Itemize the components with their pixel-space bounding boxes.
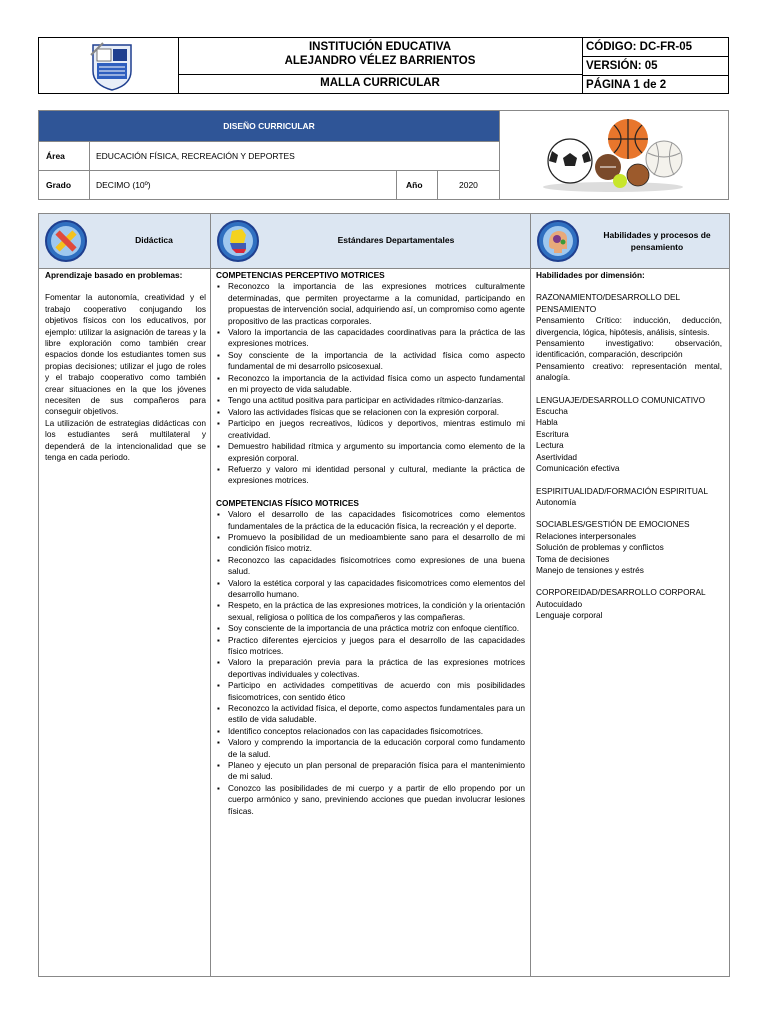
document-code: CÓDIGO: DC-FR-05: [582, 38, 728, 57]
dimension-text: Pensamiento Crítico: inducción, deducción, divergencia, lógica, hipótesis, análisis, síntesis.: [536, 315, 722, 337]
curriculum-table: [38, 213, 730, 977]
didactica-title: Didáctica: [135, 235, 173, 245]
estandares-content: [216, 270, 525, 817]
sports-image-cell: [499, 111, 728, 199]
didactica-paragraph: La utilización de estrategias didácticas con los estudiantes será multilateral y dependerá de la intencionalidad que se tenga en cada periodo.: [45, 417, 206, 463]
estandares-header: [211, 214, 530, 269]
perceptivo-list: [216, 281, 525, 486]
habilidades-content: [536, 270, 722, 622]
standard-item: ▪ Practico diferentes ejercicios y juegos para el desarrollo de las capacidades físico motrices.: [216, 635, 525, 658]
standard-item: ▪ Reconozco la importancia de la actividad física como un aspecto fundamental en mi proyecto de vida saludable.: [216, 373, 525, 396]
standard-item: ▪ Refuerzo y valoro mi identidad personal y cultural, mediante la práctica de expresiones motrices.: [216, 464, 525, 487]
section-title: COMPETENCIAS PERCEPTIVO MOTRICES: [216, 270, 385, 280]
standard-item: ▪ Valoro la preparación previa para la práctica de las expresiones motrices deportivas individuales y colectivas.: [216, 657, 525, 680]
standard-item: ▪ Soy consciente de la importancia de la actividad física como aspecto fundamental de mi desarrollo psicosexual.: [216, 350, 525, 373]
column-divider: [210, 214, 211, 976]
standard-item: ▪ Valoro el desarrollo de las capacidades fisicomotrices como elementos fundamentales de la práctica de la educación física, la recreación y el deporte.: [216, 509, 525, 532]
standard-item: ▪ Soy consciente de la importancia de una práctica motriz con enfoque científico.: [216, 623, 525, 634]
sports-balls-image: [538, 117, 688, 193]
standard-item: ▪ Conozco las posibilidades de mi cuerpo y a partir de ello propendo por un cuerpo armónico y sano, previniendo acciones que puedan involucrar lesiones físicas.: [216, 783, 525, 817]
dimension-title: RAZONAMIENTO/DESARROLLO DEL PENSAMIENTO: [536, 292, 680, 314]
skill-item: Escucha: [536, 406, 568, 417]
estandares-title: Estándares Departamentales: [337, 235, 455, 245]
institution-cell: [178, 38, 583, 93]
skill-item: Habla: [536, 417, 558, 428]
area-value: EDUCACIÓN FÍSICA, RECREACIÓN Y DEPORTES: [96, 151, 295, 161]
colombia-map-icon: [216, 219, 260, 263]
skill-item: Asertividad: [536, 451, 578, 462]
institution-line-2: ALEJANDRO VÉLEZ BARRIENTOS: [284, 54, 476, 67]
skill-item: Autonomía: [536, 496, 577, 507]
standard-item: ▪ Valoro las actividades físicas que se relacionen con la expresión corporal.: [216, 407, 525, 418]
dimension-list: [536, 531, 722, 577]
dimension-title: SOCIABLES/GESTIÓN DE EMOCIONES: [536, 519, 690, 530]
habilidades-title: Habilidades y procesos de pensamiento: [603, 230, 711, 252]
divider: [89, 141, 90, 199]
document-version: VERSIÓN: 05: [582, 57, 728, 76]
skill-item: Autocuidado: [536, 598, 583, 609]
document-page: PÁGINA 1 de 2: [586, 79, 667, 91]
dimension-text: Pensamiento creativo: representación mental, analogía.: [536, 360, 722, 383]
year-value: 2020: [459, 180, 478, 190]
standard-item: ▪ Identifico conceptos relacionados con las capacidades fisicomotrices.: [216, 726, 525, 737]
section-title: COMPETENCIAS FÍSICO MOTRICES: [216, 497, 359, 508]
dimension-text: Pensamiento investigativo: observación, identificación, comparación, descripción: [536, 338, 722, 360]
logo-cell: [39, 38, 179, 93]
standard-item: ▪ Valoro la estética corporal y las capacidades fisicomotrices como elementos del desarrollo humano.: [216, 578, 525, 601]
divider: [437, 170, 438, 199]
skill-item: Solución de problemas y conflictos: [536, 542, 664, 553]
skill-item: Toma de decisiones: [536, 553, 610, 564]
institution-name: [178, 41, 582, 75]
standard-item: ▪ Respeto, en la práctica de las expresiones motrices, la condición y la orientación sexual, religiosa o política de los compañeros y las compañeras.: [216, 600, 525, 623]
area-row: [39, 141, 499, 171]
standard-item: ▪ Reconozco la importancia de las expresiones motrices culturalmente determinadas, que permiten proyectarme a la comunidad, participando en propuestas de intervención social, adquiriendo así, un compromiso como agente propositivo de las practicas corporales.: [216, 281, 525, 327]
design-title: DISEÑO CURRICULAR: [39, 111, 499, 141]
design-table: [38, 110, 729, 200]
standard-item: ▪ Promuevo la posibilidad de un medioambiente sano para el desarrollo de mi condición físico motriz.: [216, 532, 525, 555]
dimension-title: LENGUAJE/DESARROLLO COMUNICATIVO: [536, 394, 706, 405]
institution-line-1: INSTITUCIÓN EDUCATIVA: [308, 41, 452, 53]
didactica-paragraph: Fomentar la autonomía, creatividad y el trabajo cooperativo conjugando los objetivos físicos con los educativos, por ejemplo: utilizar la asignación de tareas y la libre exploración como también crear espacios donde los estudiantes tomen sus propias decisiones; utilizar el jugo de roles y el trabajo cooperativo como también crear situaciones en la que los jóvenes necesiten de sus compañeros para conseguir objetivos.: [45, 292, 206, 417]
skill-item: Lenguaje corporal: [536, 610, 603, 621]
skill-item: Manejo de tensiones y estrés: [536, 564, 644, 575]
habilidades-heading: Habilidades por dimensión:: [536, 270, 645, 280]
year-label: Año: [406, 180, 423, 190]
grade-value: DECIMO (10º): [96, 180, 151, 190]
dimension-list: [536, 406, 722, 474]
standard-item: ▪ Participo en juegos recreativos, lúdicos y deportivos, mientras estimulo mi creatividad.: [216, 418, 525, 441]
fisico-list: [216, 509, 525, 817]
dimension-list: [536, 497, 722, 508]
column-divider: [530, 214, 531, 976]
grade-label: Grado: [46, 180, 72, 190]
standard-item: ▪ Tengo una actitud positiva para participar en actividades rítmico-danzarías.: [216, 395, 525, 406]
brain-gears-icon: [536, 219, 580, 263]
pencil-ruler-icon: [44, 219, 88, 263]
skill-item: Lectura: [536, 440, 564, 451]
standard-item: ▪ Valoro y comprendo la importancia de la educación corporal como fundamento de la salud.: [216, 737, 525, 760]
divider: [396, 170, 397, 199]
standard-item: ▪ Valoro la importancia de las capacidades coordinativas para la práctica de las expresiones motrices.: [216, 327, 525, 350]
standard-item: ▪ Reconozco la actividad física, el deporte, como aspectos fundamentales para un estilo de vida saludable.: [216, 703, 525, 726]
dimension-list: [536, 599, 722, 622]
didactica-header: [39, 214, 210, 269]
dimension-title: ESPIRITUALIDAD/FORMACIÓN ESPIRITUAL: [536, 485, 708, 496]
skill-item: Escritura: [536, 428, 569, 439]
standard-item: ▪ Participo en actividades competitivas de acuerdo con mis posibilidades fisicomotrices, con sentido ético: [216, 680, 525, 703]
skill-item: Comunicación efectiva: [536, 463, 620, 474]
document-title: MALLA CURRICULAR: [320, 77, 440, 89]
grade-row: [39, 170, 499, 200]
skill-item: Relaciones interpersonales: [536, 530, 637, 541]
didactica-heading: Aprendizaje basado en problemas:: [45, 270, 183, 280]
standard-item: ▪ Planeo y ejecuto un plan personal de preparación física para el mantenimiento de mi salud.: [216, 760, 525, 783]
standard-item: ▪ Reconozco las capacidades fisicomotrices como expresiones de una buena salud.: [216, 555, 525, 578]
standard-item: ▪ Demuestro habilidad rítmica y argumento su importancia como elemento de la expresión corporal.: [216, 441, 525, 464]
document-header: [38, 37, 729, 94]
habilidades-header: [531, 214, 729, 269]
didactica-content: [45, 270, 206, 464]
area-label: Área: [46, 151, 65, 161]
document-meta: [582, 38, 728, 93]
school-crest-icon: [89, 41, 135, 91]
dimension-title: CORPOREIDAD/DESARROLLO CORPORAL: [536, 587, 706, 598]
